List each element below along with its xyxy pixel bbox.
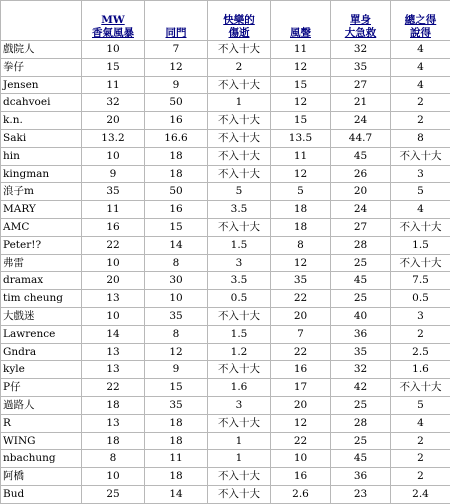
score-cell: 10 xyxy=(82,254,145,272)
score-cell: 45 xyxy=(331,147,391,165)
score-cell: 26 xyxy=(331,165,391,183)
score-cell: 13 xyxy=(82,343,145,361)
score-cell: 1.5 xyxy=(391,236,450,254)
score-cell: 35 xyxy=(331,58,391,76)
score-cell: 4 xyxy=(391,76,450,94)
score-cell: 3 xyxy=(391,165,450,183)
score-cell: 16 xyxy=(82,218,145,236)
score-cell: 2 xyxy=(391,450,450,468)
column-header xyxy=(271,1,331,41)
score-cell: 35 xyxy=(145,307,208,325)
score-cell: 1 xyxy=(208,450,271,468)
score-cell: 50 xyxy=(145,183,208,201)
score-cell: 13.5 xyxy=(271,129,331,147)
reviewer-name: nbachung xyxy=(1,450,82,468)
score-cell: 5 xyxy=(391,183,450,201)
table-row xyxy=(1,450,450,468)
reviewer-name: 過路人 xyxy=(1,396,82,414)
score-cell: 35 xyxy=(331,343,391,361)
score-cell: 不入十大 xyxy=(208,41,271,59)
score-cell: 36 xyxy=(331,468,391,486)
table-row xyxy=(1,432,450,450)
reviewer-name: Saki xyxy=(1,129,82,147)
score-cell: 16.6 xyxy=(145,129,208,147)
score-cell: 28 xyxy=(331,236,391,254)
score-cell: 5 xyxy=(271,183,331,201)
score-cell: 15 xyxy=(82,58,145,76)
score-cell: 14 xyxy=(145,236,208,254)
score-cell: 1.5 xyxy=(208,325,271,343)
score-cell: 32 xyxy=(331,361,391,379)
table-row xyxy=(1,58,450,76)
reviewer-name: dramax xyxy=(1,272,82,290)
reviewer-name: dcahvoei xyxy=(1,94,82,112)
reviewer-name: Bud xyxy=(1,485,82,503)
table-row xyxy=(1,272,450,290)
score-cell: 不入十大 xyxy=(391,147,450,165)
reviewer-name: R xyxy=(1,414,82,432)
score-cell: 20 xyxy=(82,112,145,130)
score-cell: 20 xyxy=(82,272,145,290)
column-header xyxy=(391,1,450,41)
score-cell: 1.5 xyxy=(208,236,271,254)
table-row xyxy=(1,379,450,397)
score-cell: 8 xyxy=(391,129,450,147)
score-cell: 2 xyxy=(391,325,450,343)
score-cell: 22 xyxy=(271,432,331,450)
score-cell: 8 xyxy=(145,325,208,343)
score-cell: 2.4 xyxy=(391,485,450,503)
table-row xyxy=(1,147,450,165)
score-cell: 1 xyxy=(208,94,271,112)
score-cell: 25 xyxy=(331,396,391,414)
score-cell: 15 xyxy=(271,76,331,94)
column-header xyxy=(208,1,271,41)
score-cell: 24 xyxy=(331,201,391,219)
score-cell: 不入十大 xyxy=(208,218,271,236)
score-cell: 18 xyxy=(271,218,331,236)
column-header-line: 單身 xyxy=(333,14,388,27)
score-cell: 不入十大 xyxy=(208,307,271,325)
reviewer-name: Peter!? xyxy=(1,236,82,254)
table-row xyxy=(1,325,450,343)
score-cell: 20 xyxy=(331,183,391,201)
header-corner xyxy=(1,1,82,41)
score-cell: 50 xyxy=(145,94,208,112)
score-cell: 24 xyxy=(331,112,391,130)
score-cell: 12 xyxy=(145,58,208,76)
score-cell: 11 xyxy=(271,147,331,165)
score-cell: 不入十大 xyxy=(208,129,271,147)
score-cell: 35 xyxy=(82,183,145,201)
score-cell: 28 xyxy=(331,414,391,432)
score-cell: 4 xyxy=(391,414,450,432)
score-cell: 42 xyxy=(331,379,391,397)
table-row xyxy=(1,94,450,112)
score-cell: 16 xyxy=(145,112,208,130)
column-header-line: 同門 xyxy=(147,27,205,40)
score-cell: 22 xyxy=(271,290,331,308)
score-cell: 5 xyxy=(208,183,271,201)
table-row xyxy=(1,165,450,183)
score-cell: 不入十大 xyxy=(208,165,271,183)
reviewer-name: tim cheung xyxy=(1,290,82,308)
score-cell: 3 xyxy=(208,254,271,272)
reviewer-name: P仔 xyxy=(1,379,82,397)
table-row xyxy=(1,414,450,432)
score-cell: 30 xyxy=(145,272,208,290)
score-cell: 7.5 xyxy=(391,272,450,290)
score-cell: 1.6 xyxy=(208,379,271,397)
score-cell: 45 xyxy=(331,272,391,290)
table-row xyxy=(1,183,450,201)
score-cell: 36 xyxy=(331,325,391,343)
score-cell: 4 xyxy=(391,58,450,76)
table-row xyxy=(1,201,450,219)
reviewer-name: k.n. xyxy=(1,112,82,130)
score-cell: 18 xyxy=(145,432,208,450)
score-cell: 32 xyxy=(331,41,391,59)
score-cell: 2 xyxy=(391,468,450,486)
score-cell: 10 xyxy=(82,307,145,325)
table-row xyxy=(1,76,450,94)
score-cell: 3.5 xyxy=(208,201,271,219)
score-cell: 22 xyxy=(82,379,145,397)
column-header-line: MW xyxy=(84,14,142,27)
column-header-line: 說得 xyxy=(393,27,448,40)
table-row xyxy=(1,112,450,130)
score-cell: 18 xyxy=(82,396,145,414)
score-cell: 18 xyxy=(145,414,208,432)
score-cell: 15 xyxy=(145,379,208,397)
table-row xyxy=(1,254,450,272)
reviewer-name: 阿橋 xyxy=(1,468,82,486)
reviewer-name: 浪子m xyxy=(1,183,82,201)
score-cell: 16 xyxy=(271,468,331,486)
score-cell: 22 xyxy=(271,343,331,361)
reviewer-name: AMC xyxy=(1,218,82,236)
table-row xyxy=(1,236,450,254)
score-cell: 4 xyxy=(391,201,450,219)
reviewer-name: 拳仔 xyxy=(1,58,82,76)
score-cell: 25 xyxy=(82,485,145,503)
table-row xyxy=(1,468,450,486)
score-cell: 不入十大 xyxy=(208,361,271,379)
table-row xyxy=(1,361,450,379)
score-cell: 8 xyxy=(145,254,208,272)
score-cell: 12 xyxy=(271,58,331,76)
score-cell: 4 xyxy=(391,41,450,59)
score-cell: 不入十大 xyxy=(208,414,271,432)
table-row xyxy=(1,41,450,59)
score-cell: 8 xyxy=(271,236,331,254)
score-cell: 不入十大 xyxy=(208,147,271,165)
column-header-line: 總之得 xyxy=(393,14,448,27)
score-cell: 2.6 xyxy=(271,485,331,503)
table-row xyxy=(1,343,450,361)
score-cell: 13 xyxy=(82,290,145,308)
score-cell: 20 xyxy=(271,307,331,325)
score-cell: 不入十大 xyxy=(208,112,271,130)
table-body xyxy=(1,41,450,504)
score-cell: 27 xyxy=(331,218,391,236)
column-header-line: 香氣風暴 xyxy=(84,27,142,40)
score-cell: 40 xyxy=(331,307,391,325)
score-cell: 9 xyxy=(145,361,208,379)
score-cell: 20 xyxy=(271,396,331,414)
score-cell: 13 xyxy=(82,414,145,432)
column-header-line: 傷逝 xyxy=(210,27,268,40)
score-cell: 10 xyxy=(145,290,208,308)
score-cell: 10 xyxy=(82,468,145,486)
score-cell: 13.2 xyxy=(82,129,145,147)
score-cell: 7 xyxy=(145,41,208,59)
score-cell: 11 xyxy=(82,76,145,94)
score-cell: 10 xyxy=(271,450,331,468)
score-cell: 27 xyxy=(331,76,391,94)
score-cell: 17 xyxy=(271,379,331,397)
score-cell: 12 xyxy=(145,343,208,361)
score-cell: 12 xyxy=(271,414,331,432)
table-row xyxy=(1,129,450,147)
reviewer-name: kingman xyxy=(1,165,82,183)
table-row xyxy=(1,396,450,414)
score-cell: 11 xyxy=(82,201,145,219)
score-cell: 18 xyxy=(82,432,145,450)
score-cell: 2 xyxy=(208,58,271,76)
score-cell: 12 xyxy=(271,165,331,183)
column-header xyxy=(331,1,391,41)
score-cell: 2.5 xyxy=(391,343,450,361)
reviewer-name: hin xyxy=(1,147,82,165)
reviewer-name: 大戲迷 xyxy=(1,307,82,325)
reviewer-name: Lawrence xyxy=(1,325,82,343)
score-cell: 22 xyxy=(82,236,145,254)
reviewer-name: WING xyxy=(1,432,82,450)
reviewer-name: kyle xyxy=(1,361,82,379)
score-cell: 0.5 xyxy=(208,290,271,308)
score-cell: 11 xyxy=(145,450,208,468)
column-header xyxy=(145,1,208,41)
score-cell: 25 xyxy=(331,290,391,308)
reviewer-name: 弗雷 xyxy=(1,254,82,272)
score-cell: 21 xyxy=(331,94,391,112)
score-cell: 不入十大 xyxy=(391,379,450,397)
score-cell: 8 xyxy=(82,450,145,468)
score-cell: 35 xyxy=(271,272,331,290)
score-cell: 25 xyxy=(331,254,391,272)
score-cell: 不入十大 xyxy=(208,468,271,486)
score-cell: 18 xyxy=(271,201,331,219)
score-cell: 不入十大 xyxy=(391,254,450,272)
column-header-line: 大急救 xyxy=(333,27,388,40)
reviewer-name: Jensen xyxy=(1,76,82,94)
table-row xyxy=(1,218,450,236)
reviewer-name: 戲院人 xyxy=(1,41,82,59)
score-cell: 12 xyxy=(271,254,331,272)
score-cell: 35 xyxy=(145,396,208,414)
column-header-line: 快樂的 xyxy=(210,14,268,27)
score-cell: 7 xyxy=(271,325,331,343)
table-row xyxy=(1,290,450,308)
score-cell: 2 xyxy=(391,112,450,130)
score-cell: 2 xyxy=(391,432,450,450)
header-row xyxy=(1,1,450,41)
score-cell: 18 xyxy=(145,147,208,165)
score-cell: 9 xyxy=(145,76,208,94)
score-cell: 5 xyxy=(391,396,450,414)
score-cell: 45 xyxy=(331,450,391,468)
score-cell: 18 xyxy=(145,468,208,486)
score-cell: 13 xyxy=(82,361,145,379)
column-header xyxy=(82,1,145,41)
score-cell: 14 xyxy=(82,325,145,343)
score-cell: 23 xyxy=(331,485,391,503)
score-cell: 18 xyxy=(145,165,208,183)
score-cell: 15 xyxy=(145,218,208,236)
score-cell: 11 xyxy=(271,41,331,59)
score-cell: 3 xyxy=(208,396,271,414)
score-cell: 25 xyxy=(331,432,391,450)
score-cell: 44.7 xyxy=(331,129,391,147)
score-cell: 0.5 xyxy=(391,290,450,308)
score-cell: 3.5 xyxy=(208,272,271,290)
score-cell: 不入十大 xyxy=(208,485,271,503)
score-cell: 1 xyxy=(208,432,271,450)
score-cell: 2 xyxy=(391,94,450,112)
score-cell: 12 xyxy=(271,94,331,112)
table-row xyxy=(1,485,450,503)
score-cell: 9 xyxy=(82,165,145,183)
score-cell: 不入十大 xyxy=(208,76,271,94)
table-row xyxy=(1,307,450,325)
score-cell: 16 xyxy=(145,201,208,219)
score-cell: 14 xyxy=(145,485,208,503)
reviewer-name: MARY xyxy=(1,201,82,219)
score-cell: 32 xyxy=(82,94,145,112)
score-cell: 1.6 xyxy=(391,361,450,379)
score-cell: 15 xyxy=(271,112,331,130)
score-cell: 10 xyxy=(82,41,145,59)
score-cell: 不入十大 xyxy=(391,218,450,236)
score-cell: 1.2 xyxy=(208,343,271,361)
column-header-line: 風聲 xyxy=(273,27,328,40)
score-cell: 16 xyxy=(271,361,331,379)
score-cell: 3 xyxy=(391,307,450,325)
reviewer-name: Gndra xyxy=(1,343,82,361)
score-cell: 10 xyxy=(82,147,145,165)
